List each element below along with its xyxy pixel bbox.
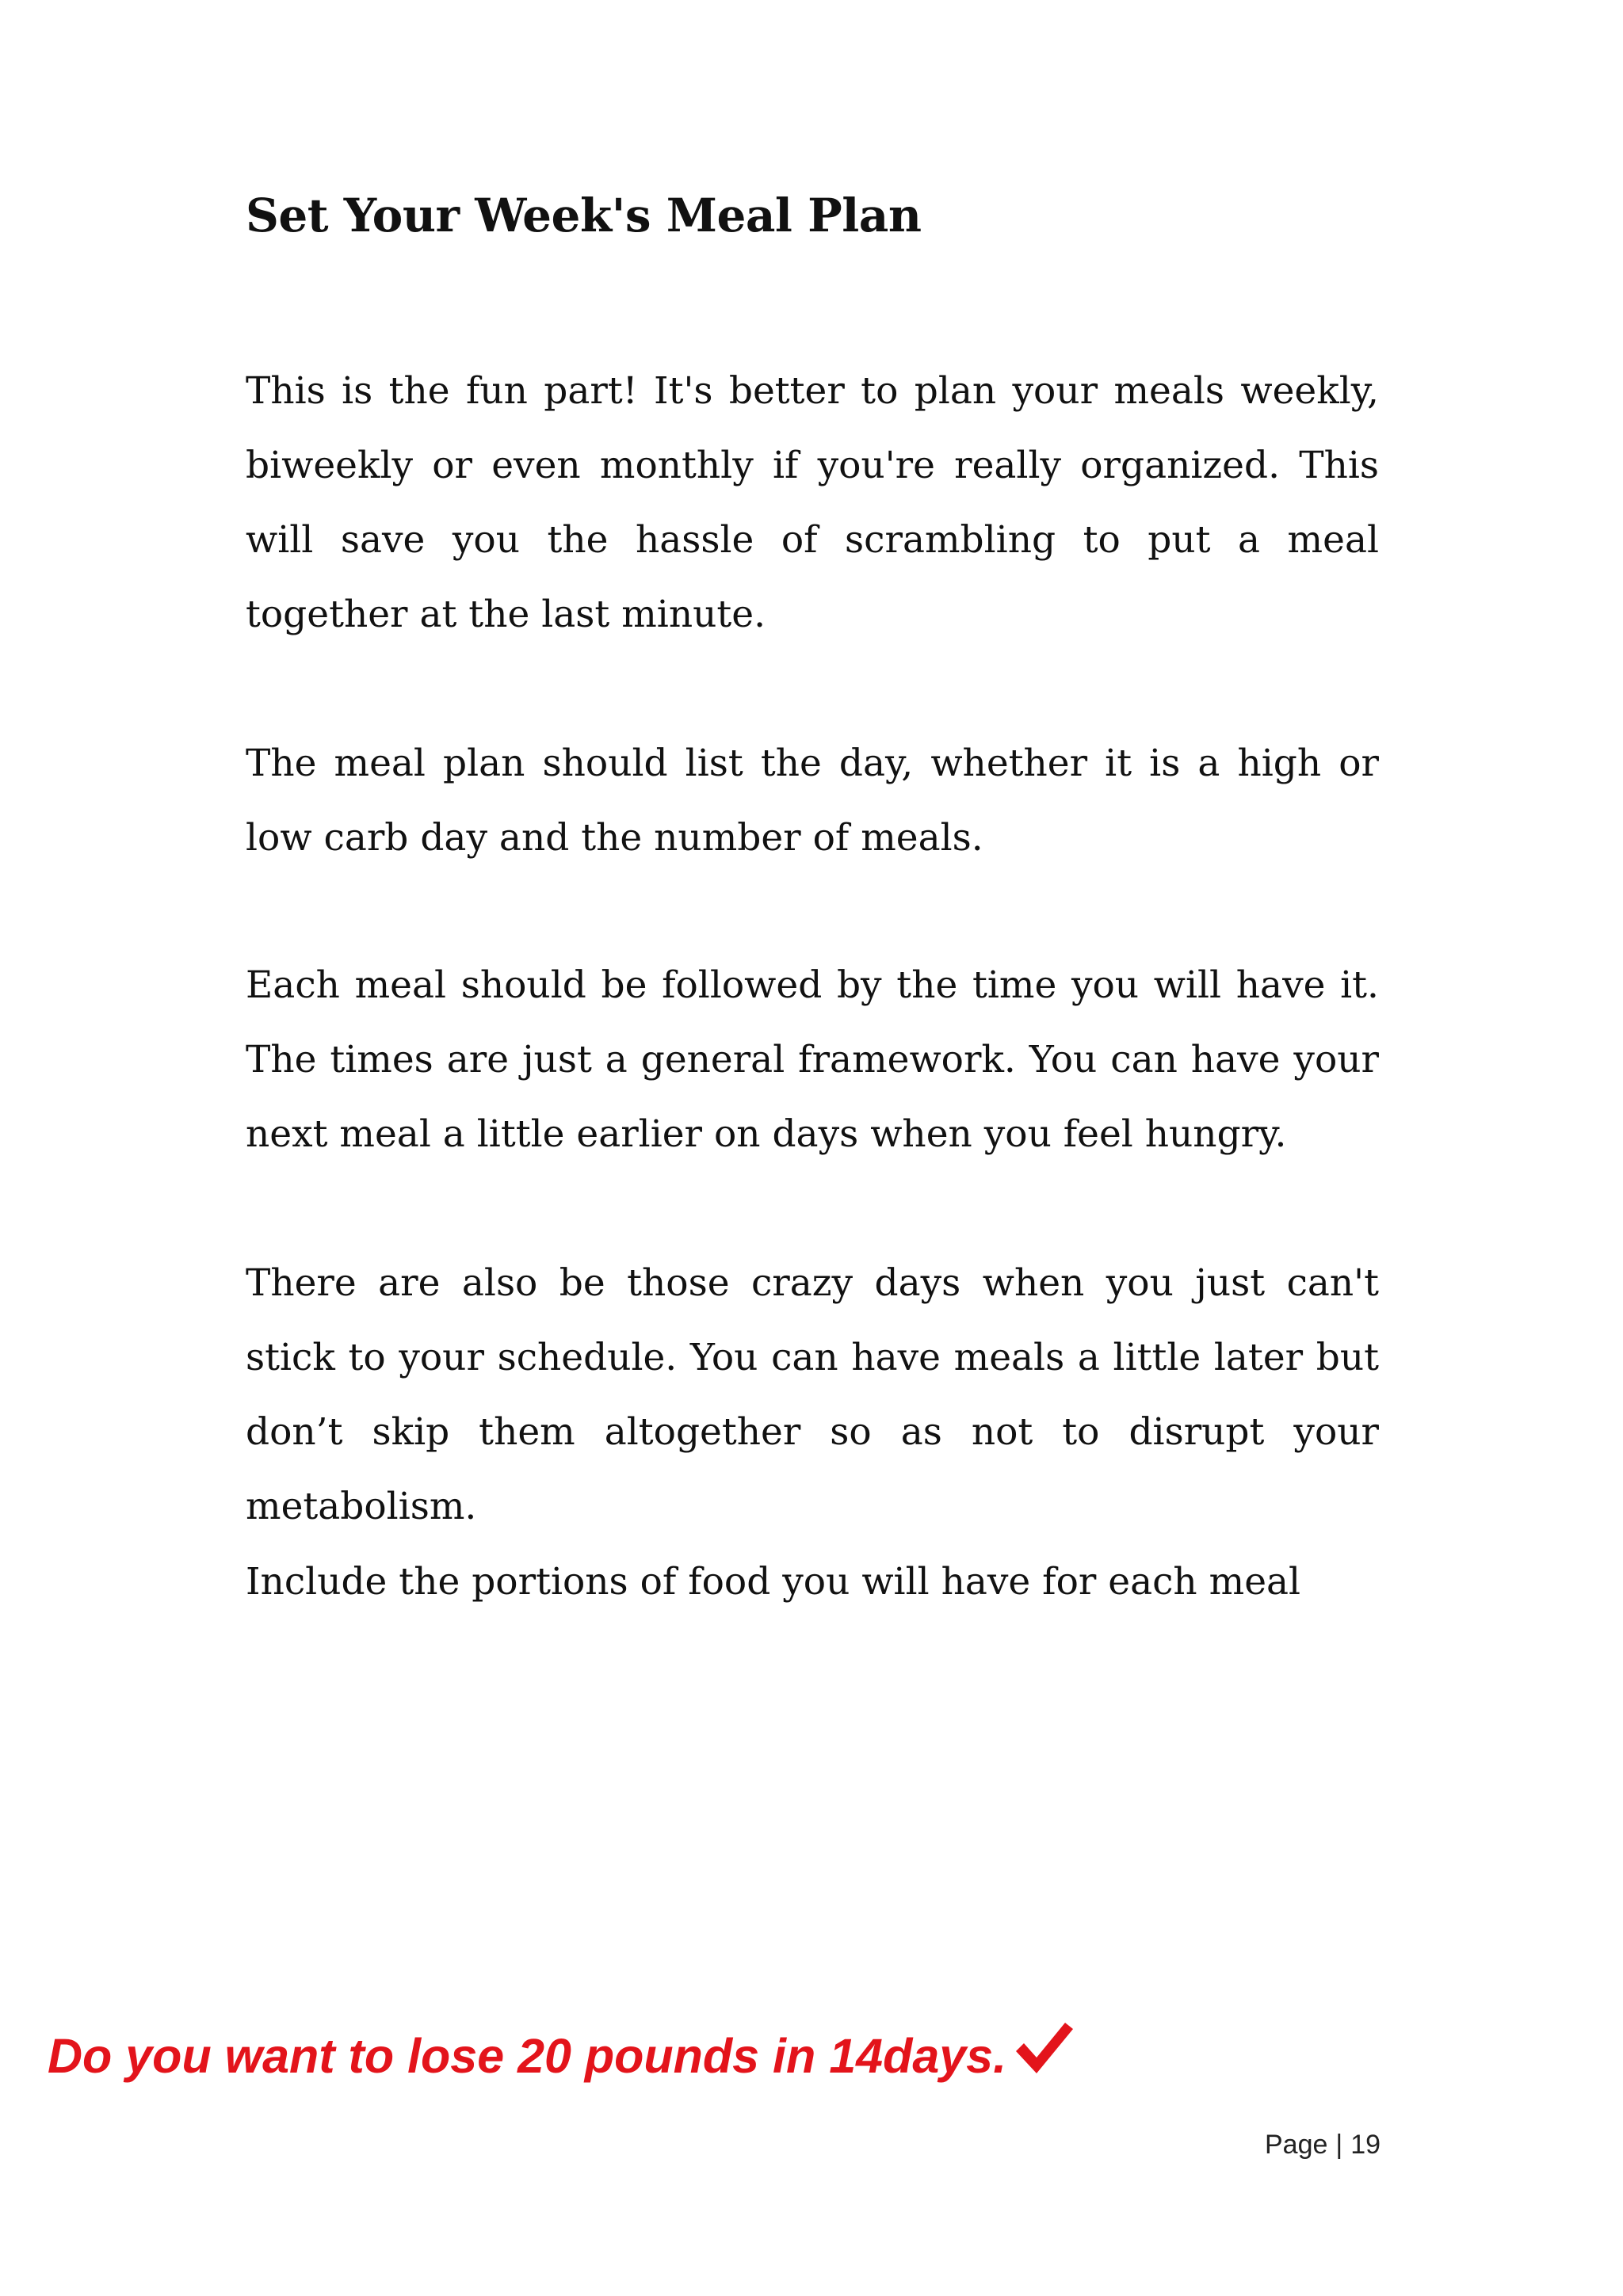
paragraph-meal-plan-contents: The meal plan should list the day, whether it is a high or low carb day and the number of meals. [246, 742, 1379, 860]
page-label: Page [1265, 2130, 1328, 2160]
paragraph-meal-times: Each meal should be followed by the time you will have it. The times are just a general framework. You can have your next meal a little earlier on days when you feel hungry. [246, 963, 1379, 1156]
paragraph-portions: Include the portions of food you will have for each meal [246, 1560, 1301, 1604]
paragraph-planning-intro: This is the fun part! It's better to plan your meals weekly, biweekly or even monthly if you're really organized. This will save you the hassle of scrambling to put a meal together at the last minute. [246, 369, 1379, 636]
promo-banner[interactable] [48, 2028, 1075, 2084]
page-number: 19 [1350, 2130, 1381, 2160]
page-separator: | [1335, 2130, 1343, 2160]
paragraph-crazy-days: There are also be those crazy days when you just can't stick to your schedule. You can have meals a little later but don’t skip them altogether so as not to disrupt your metabolism. [246, 1261, 1379, 1528]
page-footer [1265, 2130, 1381, 2161]
checkmark-icon [1013, 2019, 1075, 2077]
promo-text[interactable]: Do you want to lose 20 pounds in 14days. [48, 2029, 1007, 2083]
page-heading: Set Your Week's Meal Plan [246, 189, 922, 242]
